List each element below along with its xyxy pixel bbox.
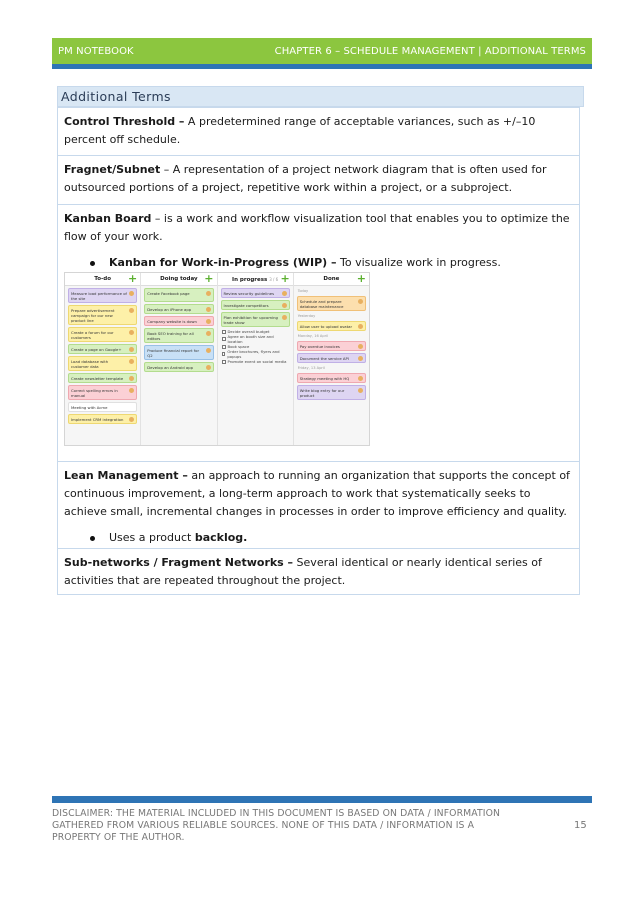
kanban-card: Prepare advertisement campaign for our new product line <box>68 305 137 325</box>
avatar-icon <box>129 359 134 364</box>
term-label: Kanban Board <box>64 212 152 225</box>
avatar-icon <box>358 344 363 349</box>
bullet-icon <box>90 536 95 541</box>
avatar-icon <box>129 291 134 296</box>
avatar-icon <box>358 299 363 304</box>
add-icon: + <box>356 272 366 285</box>
kanban-column-todo <box>65 273 141 445</box>
avatar-icon <box>358 388 363 393</box>
avatar-icon <box>129 308 134 313</box>
avatar-icon <box>206 319 211 324</box>
kanban-card: Create Facebook page <box>144 288 213 302</box>
checklist-item: Order brochures, flyers and popups <box>222 349 290 359</box>
term-lean <box>58 462 579 549</box>
bullet-icon <box>90 261 95 266</box>
column-header <box>294 273 369 286</box>
term-label: Lean Management – <box>64 469 188 482</box>
kanban-card: Plan exhibition for upcoming trade show <box>221 312 290 327</box>
column-header <box>218 273 293 286</box>
page-header <box>52 38 592 64</box>
kanban-card: Create a page on Google+ <box>68 344 137 354</box>
kanban-card: Develop an Android app <box>144 362 213 372</box>
avatar-icon <box>282 291 287 296</box>
day-label: Today <box>297 289 309 293</box>
column-title: In progress <box>232 277 268 283</box>
kanban-card: Write blog entry for our product <box>297 385 366 400</box>
term-definition: Several identical or nearly identical series of activities that are repeated throughout the project. <box>64 556 542 587</box>
add-icon: + <box>204 272 214 285</box>
header-right: CHAPTER 6 – SCHEDULE MANAGEMENT | ADDITIONAL TERMS <box>274 45 586 57</box>
term-label: Control Threshold – <box>64 115 185 128</box>
term-definition: – is a work and workflow visualization tool that enables you to optimize the flow of your work. <box>64 212 570 243</box>
term-label: Fragnet/Subnet <box>64 163 161 176</box>
wip-count: 3 / 6 <box>269 277 279 282</box>
column-title: Done <box>323 276 340 282</box>
kanban-board-image <box>64 272 370 446</box>
kanban-card: Meeting with Acme <box>68 402 137 412</box>
kanban-card: Review security guidelines <box>221 288 290 298</box>
kanban-bullet <box>90 254 573 272</box>
kanban-card: Document the service API <box>297 353 366 363</box>
avatar-icon <box>206 291 211 296</box>
avatar-icon <box>206 348 211 353</box>
avatar-icon <box>282 315 287 320</box>
avatar-icon <box>206 331 211 336</box>
kanban-card: Book SEO training for all editors <box>144 328 213 343</box>
kanban-card: Implement CRM integration <box>68 414 137 424</box>
term-definition: an approach to running an organization that supports the concept of continuous improvement, a long-term approach to work that systematically seeks to achieve small, incremental changes in processes in order to improve efficiency and quality. <box>64 469 570 518</box>
kanban-card: Measure load performance of the site <box>68 288 137 303</box>
kanban-card: Create newsletter template <box>68 373 137 383</box>
kanban-card: Pay overdue invoices <box>297 341 366 351</box>
avatar-icon <box>129 417 134 422</box>
kanban-card: Create a forum for our customers <box>68 327 137 342</box>
bullet-term: Kanban for Work-in-Progress (WIP) – <box>109 256 337 269</box>
column-header <box>141 273 216 286</box>
avatar-icon <box>129 388 134 393</box>
avatar-icon <box>129 330 134 335</box>
checkbox-icon <box>222 352 226 356</box>
avatar-icon <box>129 347 134 352</box>
day-label: Monday, 16 April <box>297 334 329 338</box>
kanban-card: Strategy meeting with HQ <box>297 373 366 383</box>
column-title: Doing today <box>160 276 198 282</box>
column-title: To-do <box>94 276 112 282</box>
term-definition: A predetermined range of acceptable variances, such as +/–10 percent off schedule. <box>64 115 536 146</box>
kanban-card: Correct spelling errors in manual <box>68 385 137 400</box>
bullet-text: Uses a product <box>109 531 195 544</box>
bullet-bold: backlog. <box>194 531 248 544</box>
kanban-card: Develop an iPhone app <box>144 304 213 314</box>
term-fragnet <box>58 156 579 205</box>
term-subnetworks <box>58 549 579 596</box>
kanban-column-doing <box>141 273 217 445</box>
checklist-item: Book space <box>222 344 290 349</box>
column-header <box>65 273 140 286</box>
header-divider <box>52 64 592 69</box>
bullet-text: To visualize work in progress. <box>336 256 501 269</box>
checkbox-icon <box>222 330 226 334</box>
kanban-card: Schedule and prepare database maintenance <box>297 296 366 311</box>
term-definition: – A representation of a project network diagram that is often used for outsourced portions of a project, repetitive work within a project, or a subproject. <box>64 163 547 194</box>
avatar-icon <box>206 365 211 370</box>
section-title: Additional Terms <box>57 86 584 107</box>
add-icon: + <box>128 272 138 285</box>
kanban-column-in-progress <box>218 273 294 445</box>
checklist-item: Decide overall budget <box>222 329 290 334</box>
checklist-item: Agree on booth size and location <box>222 334 290 344</box>
page-number: 15 <box>574 820 587 831</box>
avatar-icon <box>282 303 287 308</box>
footer-divider <box>52 796 592 803</box>
kanban-card: Company website is down <box>144 316 213 326</box>
kanban-column-done <box>294 273 369 445</box>
kanban-card: Investigate competitors <box>221 300 290 310</box>
kanban-card: Allow user to upload avatar <box>297 321 366 331</box>
day-label: Friday, 13 April <box>297 366 325 370</box>
checkbox-icon <box>222 345 226 349</box>
add-icon: + <box>280 272 290 285</box>
avatar-icon <box>358 356 363 361</box>
footer-disclaimer: DISCLAIMER: THE MATERIAL INCLUDED IN THIS DOCUMENT IS BASED ON DATA / INFORMATION GATHERED FROM VARIOUS RELIABLE SOURCES. NONE OF THIS DATA / INFORMATION IS A PROPERTY OF THE AUTHOR. <box>52 808 501 843</box>
kanban-card: Produce financial report for Q2 <box>144 345 213 360</box>
day-label: Yesterday <box>297 314 316 318</box>
avatar-icon <box>358 324 363 329</box>
checkbox-icon <box>222 337 226 341</box>
term-label: Sub-networks / Fragment Networks – <box>64 556 294 569</box>
avatar-icon <box>206 307 211 312</box>
avatar-icon <box>358 376 363 381</box>
header-left: PM NOTEBOOK <box>58 45 134 57</box>
term-control-threshold <box>58 108 579 156</box>
checklist-item: Promote event on social media <box>222 359 290 364</box>
avatar-icon <box>129 376 134 381</box>
kanban-card: Load database with customer data <box>68 356 137 371</box>
lean-bullet <box>90 529 573 547</box>
checkbox-icon <box>222 360 226 364</box>
